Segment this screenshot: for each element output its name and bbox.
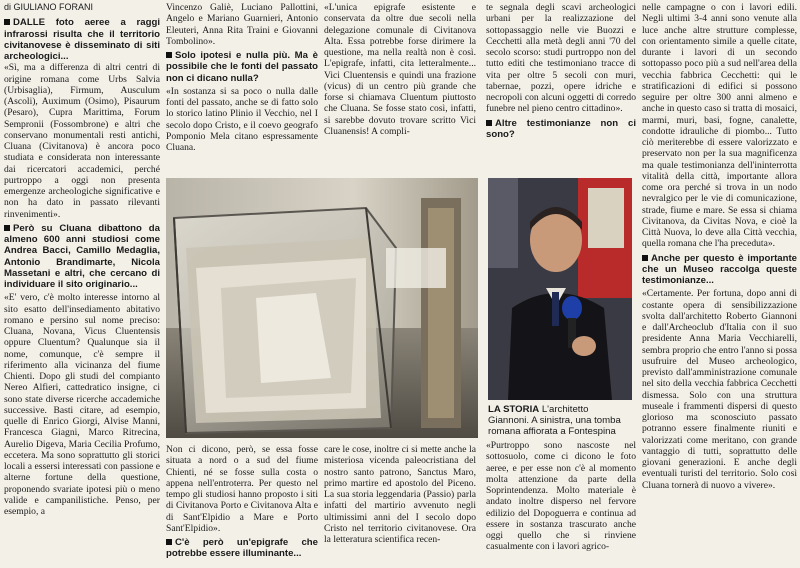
column-5 (642, 2, 797, 566)
column-2-bottom (166, 444, 318, 566)
answer-paragraph: care le cose, inoltre ci si mette anche la misteriosa vicenda paleocristiana del nostro santo patrono, Sanctus Maro, primo martire ed apostolo del Piceno. La sua storia leggendaria (Passio) parla infatti del martirio avvenuto negli ultimissimi anni del I secolo dopo Cristo nel territorio civitanovese. Ora la letteratura scientifica recen- (324, 444, 476, 545)
answer-paragraph: «In sostanza si sa poco o nulla dalle fonti del passato, anche se di fatto solo lo storico latino Plinio il Vecchio, nel I secolo dopo Cristo, e il coevo geografo Pomponio Mela citano espressamente Cluana. (166, 85, 318, 153)
interview-question: Però su Cluana dibattono da almeno 600 anni studiosi come Andrea Bacci, Camillo Medaglia, Antonio Brandimarte, Nicola Massetani e altri, che cercano di individuare il sito originario... (4, 222, 160, 290)
answer-paragraph: «L'unica epigrafe esistente e conservata da oltre due secoli nella delegazione comunale di Civitanova Alta. Essa potrebbe forse dirimere la questione, ma nella realtà non è così. L'epigrafe, infatti, cita letteralmente... Vici Cluentensis e quindi una frazione (vicus) di un centro più grande che forse si chiamava Cluentum piuttosto che Cluana. Se fosse stato così, infatti, si sarebbe dovuto trovare scritto Vici Cluanensis! A compli- (324, 2, 476, 137)
answer-paragraph: «Certamente. Per fortuna, dopo anni di costante opera di sensibilizzazione svolta dall'architetto Roberto Giannoni e dall'Archeoclub d'Italia con il suo presidente Anna Maria Vecchiarelli, sembra proprio che entro l'anno si possa usufruire del Museo archeologico, previsto dall'amministrazione comunale nel sito della vecchia fabbrica Cecchetti dismessa. Solo con una struttura museale i frammenti dispersi di questo glorioso ma sconosciuto passato potranno essere finalmente riuniti e valorizzati come meritano, con grande vantaggio di tutti, soprattutto delle giovani generazioni. E anche degli eventuali turisti del territorio. Solo così Cluana tornerà di nuovo a vivere». (642, 288, 797, 491)
answer-paragraph: Non ci dicono, però, se essa fosse situata a nord o a sud del fiume Chienti, né se fosse sulla costa o appena nell'entroterra. Per questo nel tempo gli studiosi hanno proposto i siti di Civitanova Porto e Civitanova Alta e di Sant'Elpidio a Mare e Porto Sant'Elpidio». (166, 444, 318, 534)
photo-caption (488, 404, 632, 437)
architect-photo (488, 178, 632, 400)
answer-paragraph: «E' vero, c'è molto interesse intorno al sito esatto dell'insediamento abitativo romano e persino sul nome preciso: Cluana, Novana, Vicus Cluentensis oppure Cluentum? Qualunque sia il nome, comunque, c'è sempre il riferimento alla vicinanza del fiume Chienti. Dopo gli studi del compianto Nereo Alfieri, cattedratico insigne, ci sono state diverse ricerche accademiche successive. Basti citare, ad esempio, quelle di Enrico Giorgi, Alvise Manni, Francesca Giagni, Marco Ritrecina, Aurelio Digeva, Maria Cecilia Profumo, eccetera. Ma sono soprattutto gli storici locali a essersi interessati con passione e alterne fortune della questione, proponendo svariate ipotesi più o meno valide e campanilistiche. Penso, per esempio, a (4, 292, 160, 517)
column-4-bottom (486, 440, 636, 566)
column-4 (486, 2, 636, 174)
interview-question: Altre testimonianze non ci sono? (486, 117, 636, 140)
tomb-photo (166, 178, 478, 438)
interview-question: Anche per questo è importante che un Museo raccolga queste testimonianze... (642, 252, 797, 286)
caption-label: LA STORIA (488, 404, 540, 415)
interview-question: C'è però un'epigrafe che potrebbe essere illuminante... (166, 537, 318, 560)
column-1 (4, 2, 160, 566)
column-3-bottom (324, 444, 476, 566)
answer-paragraph: te segnala degli scavi archeologici urbani per la realizzazione del sottopassaggio nelle vie Buozzi e Cecchetti alla metà degli anni '70 del secolo scorso: studi purtroppo non del tutto editi che testimoniano tracce di vita per oltre 5 secoli con muri, tabernae, pozzi, opere idriche e necropoli con alcuni oggetti di corredo funebre nel pieno centro cittadino». (486, 2, 636, 115)
answer-paragraph: Vincenzo Galiè, Luciano Pallottini, Angelo e Mariano Guarnieri, Antonio Eleuteri, Anna Rita Traini e Giovanni Tombolino». (166, 2, 318, 47)
answer-paragraph: «Sì, ma a differenza di altri centri di origine romana come Urbs Salvia (Urbisaglia), Firmum, Ausculum (Ascoli), Auximum (Osimo), Pisaurum (Pesaro), Cupra Marittima, Forum Sempronii (Fossombrone) e altri che conservano monumentali resti antichi, Cluana (Civitanova) è ancora poco studiata e considerata non interessante dai ricercatori accademici, perché purtroppo a oggi non presenta emergenze archeologiche significative e non ha dato in passato rilevanti rinvenimenti». (4, 62, 160, 220)
caption-text: L'architetto Giannoni. A sinistra, una tomba romana affiorata a Fontespina (488, 404, 621, 437)
answer-paragraph: «Purtroppo sono nascoste nel sottosuolo, come ci dicono le foto aeree, e per esse non c'è al momento molta attenzione da parte della Soprintendenza. Molto materiale è andato inoltre disperso nel fervore edilizio del Dopoguerra e continua ad essere in sostanza trascurato anche oggi quello che si rinviene casualmente con i lavori agrico- (486, 440, 636, 553)
tomb-photo-image (166, 178, 478, 438)
byline: di GIULIANO FORANI (4, 2, 94, 12)
column-2 (166, 2, 318, 174)
architect-photo-image (488, 178, 632, 400)
column-3 (324, 2, 476, 174)
lead-question: DALLE foto aeree a raggi infrarossi risulta che il territorio civitanovese è disseminato di siti archeologici... (4, 17, 160, 62)
interview-question: Solo ipotesi e nulla più. Ma è possibile che le fonti del passato non ci dicano nulla? (166, 50, 318, 84)
answer-paragraph: nelle campagne o con i lavori edili. Negli ultimi 3-4 anni sono venute alla luce anche altre strutture complesse, con orientamento simile a quelle citate, durante i lavori di un secondo sottopasso poco più a sud nell'area della vecchia fabbrica Cecchetti: qui le stratificazioni di edifici si possono seguire per oltre 300 anni almeno e anche in questo caso si tratta di mosaici, marmi, muri, basi, fogne, canalette, condotte idrauliche di piombo... Tutto ciò meriterebbe di essere valorizzato e preservato non per la sua magnificenza ma quale testimonianza dell'ininterrotta vitalità della città, importante allora come ora perché si trova in un nodo nevralgico per le vie di comunicazione, strade, fiume e mare. Se essa si chiama Civitanova, da Civitas Nova, e cioè la Città Nuova, lo deve alla Città vecchia, quella romana che l'ha preceduta». (642, 2, 797, 250)
